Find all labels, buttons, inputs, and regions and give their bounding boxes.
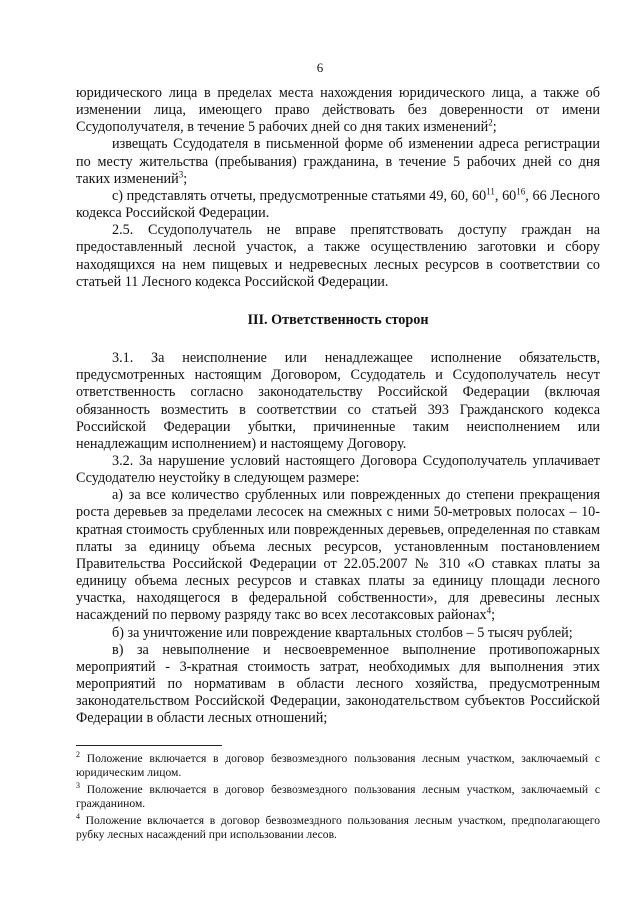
footnotes [76, 752, 600, 845]
paragraph-3-2-b: б) за уничтожение или повреждение квартальных столбов – 5 тысяч рублей; [112, 624, 573, 641]
paragraph-3-2-a: а) за все количество срубленных или поврежденных до степени прекращения роста деревьев за пределами лесосек на смежных с ними 50-метровых полосах – 10-кратная стоимость срубленных или поврежденных деревьев, определенная по ставкам платы за единицу объема лесных ресурсов, установленным постановлением Правительства Российской Федерации от 22.05.2007 № 310 «О ставках платы за единицу объема лесных ресурсов и ставках платы за единицу площади лесного участка, находящегося в федеральной собственности», для древесины лесных насаждений по первому разряду такс во всех лесотаксовых районах$^4$; [76, 487, 600, 624]
footnote-4: $^4$ Положение включается в договор безвозмездного пользования лесным участком, предполагающего рубку лесных насаждений при использовании лесов. [76, 812, 600, 841]
footnote-ref-4[interactable]: 4 [486, 605, 492, 616]
page-number: 6 [316, 60, 324, 75]
paragraph-2-5: 2.5. Ссудополучатель не вправе препятствовать доступу граждан на предоставленный лесной участок, а также осуществлению заготовки и сбору находящихся на нем пищевых и недревесных лесных ресурсов в соответствии со статьей 11 Лесного кодекса Российской Федерации. [76, 222, 600, 290]
paragraph-reports: с) представлять отчеты, предусмотренные статьями 49, 60, $60^{11}$, $60^{16}$, 66 Лесного кодекса Российской Федерации. [76, 186, 601, 222]
footnote-3: $^3$ Положение включается в договор безвозмездного пользования лесным участком, заключаемый с гражданином. [76, 781, 600, 810]
paragraph-3-2-v: в) за невыполнение и несвоевременное выполнение противопожарных мероприятий - 3-кратная стоимость затрат, необходимых для выполнения этих мероприятий по нормативам в области лесного хозяйства, предусмотренным законодательством Российской Федерации, законодательством субъектов Российской Федерации в области лесных отношений; [76, 641, 600, 727]
footnote-2: $^2$ Положение включается в договор безвозмездного пользования лесным участком, заключаемый с юридическим лицом. [76, 750, 600, 779]
footnote-separator [76, 745, 222, 746]
paragraph-address-change: извещать Ссудодателя в письменной форме об изменении адреса регистрации по месту жительства (пребывания) гражданина, в течение 5 рабочих дней со дня таких изменений$^3$; [76, 136, 600, 187]
document-body [76, 85, 600, 727]
paragraph-legal-entity-change: юридического лица в пределах места нахождения юридического лица, а также об изменении лица, имеющего право действовать без доверенности от имени Ссудополучателя, в течение 5 рабочих дней со дня таких изменений$^2$; [76, 85, 600, 136]
section-title: III. Ответственность сторон [247, 311, 429, 328]
paragraph-3-1: 3.1. За неисполнение или ненадлежащее исполнение обязательств, предусмотренных настоящим Договором, Ссудодатель и Ссудополучатель несут ответственность согласно законодательству Российской Федерации (включая обязанность возместить в соответствии со статьей 393 Гражданского кодекса Российской Федерации убытки, причиненные таким неисполнением или ненадлежащим исполнением) и настоящему Договору. [76, 350, 600, 452]
footnote-ref-2[interactable]: 2 [488, 117, 493, 128]
footnote-ref-3[interactable]: 3 [178, 169, 184, 180]
paragraph-3-2: 3.2. За нарушение условий настоящего Договора Ссудополучатель уплачивает Ссудодателю неустойку в следующем размере: [76, 452, 600, 487]
